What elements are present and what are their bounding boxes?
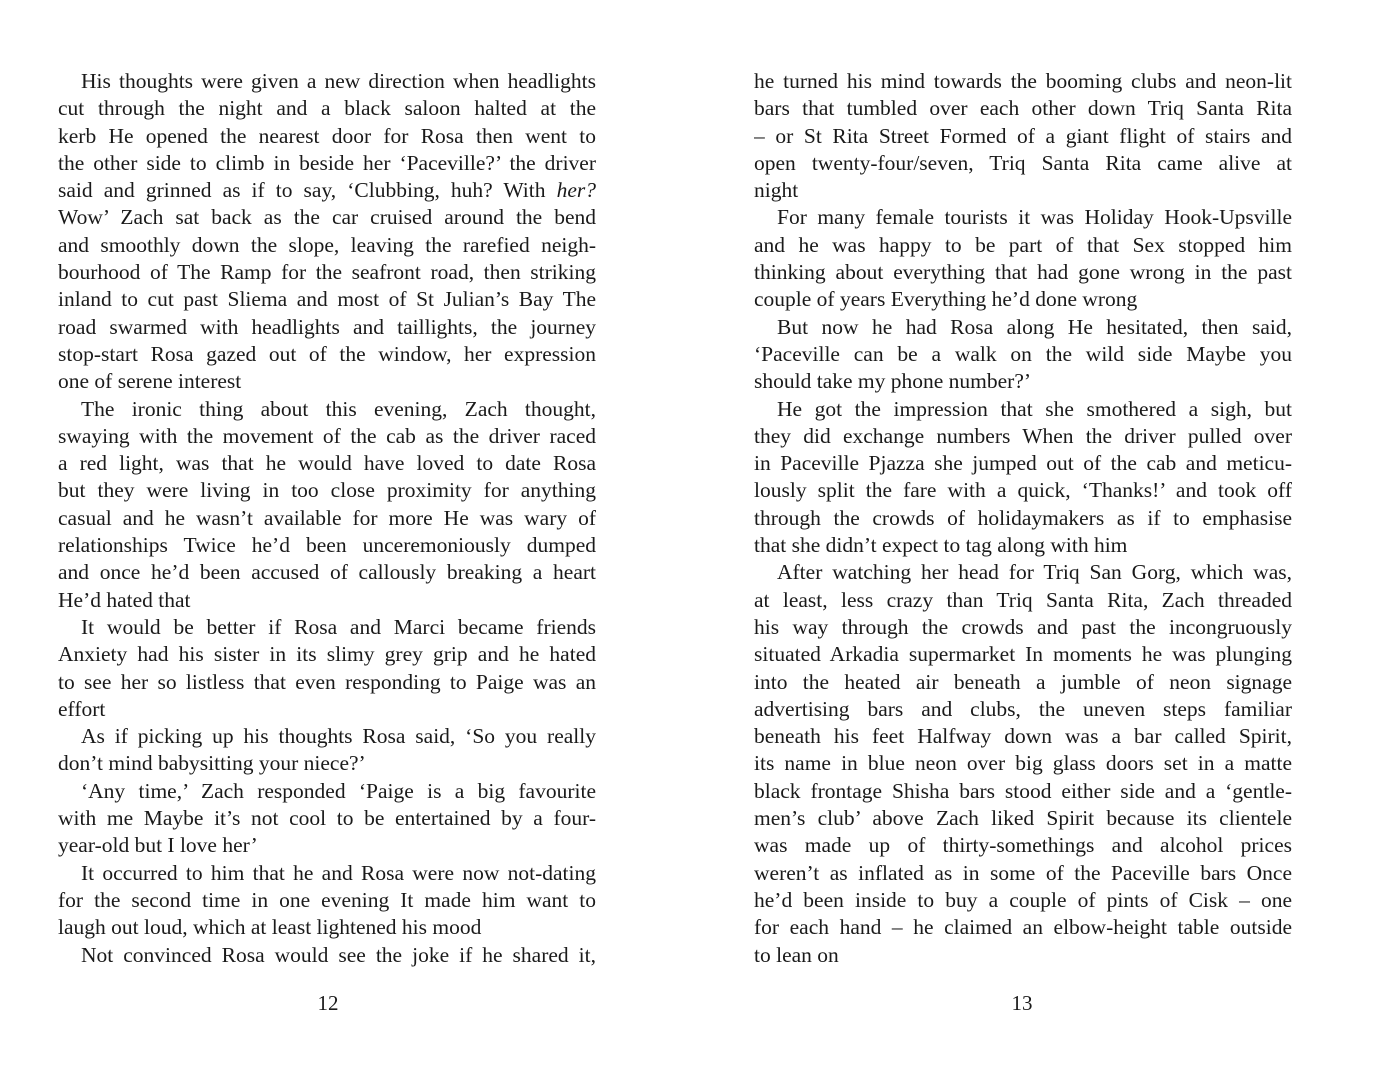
left-page-text <box>58 68 596 969</box>
text-line: at least, less crazy than Triq Santa Rita, Zach threaded <box>754 587 1292 612</box>
text-line: year-old but I love her’ <box>58 833 258 858</box>
text-line: swaying with the movement of the cab as the driver raced <box>58 423 596 448</box>
text-line: bourhood of The Ramp for the seafront road, then striking <box>58 260 596 285</box>
text-line: It occurred to him that he and Rosa were now not-dating <box>81 860 596 885</box>
text-line: advertising bars and clubs, the uneven steps familiar <box>754 696 1292 721</box>
text-line: black frontage Shisha bars stood either side and a ‘gentle- <box>754 778 1292 803</box>
text-line: effort <box>58 696 106 721</box>
text-line: ‘Any time,’ Zach responded ‘Paige is a big favourite <box>81 778 596 803</box>
text-line: kerb He opened the nearest door for Rosa then went to <box>58 123 596 148</box>
text-line: men’s club’ above Zach liked Spirit because its clientele <box>754 806 1292 831</box>
text-line: ‘Paceville can be a walk on the wild side Maybe you <box>754 341 1292 366</box>
text-line: But now he had Rosa along He hesitated, then said, <box>777 314 1292 339</box>
text-line: His thoughts were given a new direction when headlights <box>81 69 596 93</box>
text-line: bars that tumbled over each other down Triq Santa Rita <box>754 96 1292 121</box>
text-line: inland to cut past Sliema and most of St Julian’s Bay The <box>58 287 596 312</box>
text-line: and he was happy to be part of that Sex stopped him <box>754 232 1292 257</box>
text-line: one of serene interest <box>58 369 242 394</box>
text-line: The ironic thing about this evening, Zach thought, <box>81 396 596 421</box>
text-line: his way through the crowds and past the incongruously <box>754 614 1292 639</box>
text-line: Wow’ Zach sat back as the car cruised around the bend <box>58 205 596 230</box>
text-line: for each hand – he claimed an elbow-height table outside <box>754 915 1292 940</box>
text-line: – or St Rita Street Formed of a giant flight of stairs and <box>754 123 1292 148</box>
right-page-text <box>754 68 1292 969</box>
text-line: For many female tourists it was Holiday Hook-Upsville <box>777 205 1292 230</box>
text-line: situated Arkadia supermarket In moments he was plunging <box>754 642 1292 667</box>
text-line: It would be better if Rosa and Marci became friends <box>81 614 596 639</box>
text-line: open twenty-four/seven, Triq Santa Rita came alive at <box>754 150 1292 175</box>
left-page-number: 12 <box>317 991 339 1015</box>
emphasis: her? <box>556 178 596 203</box>
text-line: beneath his feet Halfway down was a bar called Spirit, <box>754 724 1292 749</box>
text-line: was made up of thirty-somethings and alcohol prices <box>754 833 1292 858</box>
text-line: they did exchange numbers When the driver pulled over <box>754 423 1292 448</box>
text-line: road swarmed with headlights and taillights, the journey <box>58 314 596 339</box>
text-line: that she didn’t expect to tag along with him <box>754 533 1128 558</box>
text-line: the other side to climb in beside her ‘Paceville?’ the driver <box>58 150 596 175</box>
text-line: night <box>754 178 799 203</box>
text-line: Anxiety had his sister in its slimy grey grip and he hated <box>58 642 596 667</box>
text-line: Not convinced Rosa would see the joke if he shared it, <box>81 942 596 967</box>
text-line: casual and he wasn’t available for more He was wary of <box>58 505 596 530</box>
text-line: relationships Twice he’d been unceremoniously dumped <box>58 533 596 558</box>
text-line: After watching her head for Triq San Gorg, which was, <box>777 560 1292 585</box>
text-line: He’d hated that <box>58 587 191 612</box>
text-line: to lean on <box>754 942 839 967</box>
text-line: he turned his mind towards the booming clubs and neon-lit <box>754 69 1292 93</box>
text-line: stop-start Rosa gazed out of the window, her expression <box>58 341 596 366</box>
text-line: into the heated air beneath a jumble of neon signage <box>754 669 1292 694</box>
text-line: cut through the night and a black saloon halted at the <box>58 96 596 121</box>
text-line: couple of years Everything he’d done wrong <box>754 287 1138 312</box>
text-line: lously split the fare with a quick, ‘Thanks!’ and took off <box>754 478 1292 503</box>
left-page <box>0 0 686 1080</box>
text-line: and smoothly down the slope, leaving the rarefied neigh- <box>58 232 596 257</box>
text-line: said and grinned as if to say, ‘Clubbing, huh? With her? <box>58 178 596 203</box>
text-line: for the second time in one evening It made him want to <box>58 887 596 912</box>
right-page-number: 13 <box>1011 991 1033 1015</box>
text-line: in Paceville Pjazza she jumped out of the cab and meticu- <box>754 451 1292 476</box>
text-line: he’d been inside to buy a couple of pints of Cisk – one <box>754 887 1292 912</box>
text-line: with me Maybe it’s not cool to be entertained by a four- <box>58 806 596 831</box>
text-line: its name in blue neon over big glass doors set in a matte <box>754 751 1292 776</box>
text-line: but they were living in too close proximity for anything <box>58 478 596 503</box>
text-line: to see her so listless that even responding to Paige was an <box>58 669 596 694</box>
text-line: thinking about everything that had gone wrong in the past <box>754 260 1292 285</box>
text-line: laugh out loud, which at least lightened his mood <box>58 915 482 940</box>
right-page <box>686 0 1373 1080</box>
text-line: and once he’d been accused of callously breaking a heart <box>58 560 596 585</box>
text-line: through the crowds of holidaymakers as if to emphasise <box>754 505 1292 530</box>
text-line: As if picking up his thoughts Rosa said, ‘So you really <box>81 724 596 749</box>
text-line: weren’t as inflated as in some of the Paceville bars Once <box>754 860 1292 885</box>
text-line: a red light, was that he would have loved to date Rosa <box>58 451 596 476</box>
text-line: should take my phone number?’ <box>754 369 1032 394</box>
text-line: He got the impression that she smothered a sigh, but <box>777 396 1292 421</box>
text-line: don’t mind babysitting your niece?’ <box>58 751 366 776</box>
